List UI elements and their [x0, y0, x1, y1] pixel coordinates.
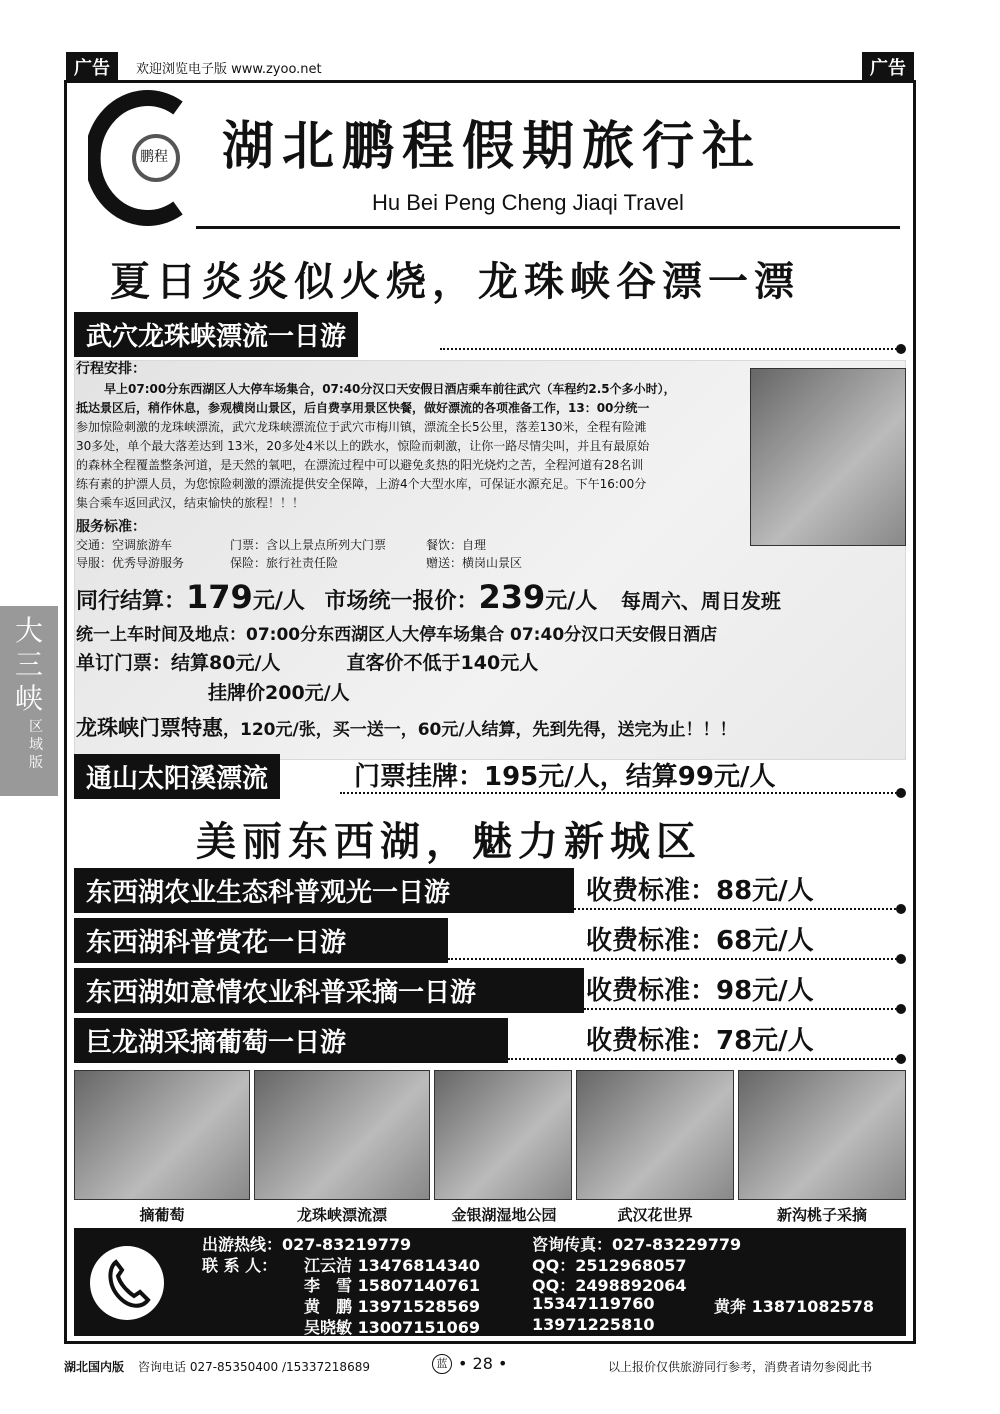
- tour-price: 收费标准：68元/人: [586, 926, 814, 956]
- city-slogan: 美丽东西湖，魅力新城区: [196, 818, 702, 865]
- ticket-line-2: 挂牌价200元/人: [208, 682, 350, 704]
- schedule-line: 练有素的护漂人员，为您惊险刺激的漂流提供安全保障，上游4个大型水库，可保证水源充足。下午16:00分: [76, 477, 647, 491]
- service-item: 餐饮：自理: [426, 538, 487, 552]
- logo-text: 鹏程: [140, 149, 168, 165]
- schedule-text: [76, 380, 748, 513]
- route2-divider-dot: [896, 788, 906, 798]
- contact-qq: QQ：2498892064: [532, 1276, 687, 1295]
- service-item: 门票：含以上景点所列大门票: [230, 538, 387, 552]
- contact-person: 黄奔 13871082578: [714, 1297, 875, 1316]
- tour-price: 收费标准：88元/人: [586, 876, 814, 906]
- price-unit: 元/人: [545, 589, 598, 614]
- route1-divider: [440, 348, 900, 350]
- footer-phone: 咨询电话 027-85350400 /15337218689: [138, 1360, 370, 1374]
- site-url[interactable]: 欢迎浏览电子版 www.zyoo.net: [136, 62, 322, 77]
- departure-schedule: 每周六、周日发班: [620, 589, 781, 613]
- contact-phone: 15347119760: [532, 1294, 655, 1313]
- service-row: [76, 536, 486, 555]
- flower-world-photo: [576, 1070, 734, 1200]
- page-number: • 28 •: [458, 1354, 508, 1373]
- price-label: 同行结算：: [76, 589, 187, 614]
- service-item: 赠送：横岗山景区: [426, 556, 523, 570]
- peach-photo: [738, 1070, 906, 1200]
- schedule-line: 早上07:00分东西湖区人大停车场集合，07:40分汉口天安假日酒店乘车前往武穴（车程约2.5个多小时），: [104, 382, 676, 396]
- rafting-photo: [750, 368, 906, 546]
- tour-divider-dot: [896, 1054, 906, 1064]
- service-row: [76, 554, 522, 573]
- route1-title: 武穴龙珠峡漂流一日游: [74, 312, 358, 357]
- price-value: 179: [186, 578, 253, 616]
- service-item: 导服：优秀导游服务: [76, 556, 185, 570]
- hotline: 出游热线：027-83219779: [202, 1235, 412, 1254]
- service-item: 交通：空调旅游车: [76, 538, 173, 552]
- tour-title: 巨龙湖采摘葡萄一日游: [74, 1018, 508, 1063]
- footer-disclaimer: 以上报价仅供旅游同行参考，消费者请勿参阅此书: [608, 1360, 873, 1374]
- schedule-line: 集合乘车返回武汉，结束愉快的旅程！！！: [76, 496, 305, 510]
- contact-person: 江云洁 13476814340: [304, 1256, 481, 1275]
- photo-caption: 金银湖湿地公园: [451, 1206, 557, 1224]
- schedule-line: 抵达景区后，稍作休息，参观横岗山景区，后自费享用景区快餐，做好漂流的各项准备工作，13：00分统一: [76, 401, 650, 415]
- route2-price: 门票挂牌：195元/人，结算99元/人: [354, 762, 776, 792]
- special-offer: [76, 712, 737, 742]
- price-line: [76, 578, 781, 616]
- contact-box: [74, 1228, 906, 1336]
- route2-title: 通山太阳溪漂流: [74, 754, 280, 799]
- company-name-cn: 湖北鹏程假期旅行社: [222, 116, 763, 177]
- price-value: 239: [478, 578, 546, 616]
- tour-divider-dot: [896, 1004, 906, 1014]
- ad-tag-right: 广告: [862, 52, 914, 82]
- tour-divider-dot: [896, 954, 906, 964]
- company-name-en: Hu Bei Peng Cheng Jiaqi Travel: [372, 190, 684, 215]
- phone-icon: [90, 1246, 164, 1320]
- summer-slogan: 夏日炎炎似火烧，龙珠峡谷漂一漂: [110, 258, 800, 305]
- service-title: 服务标准：: [76, 519, 146, 535]
- fax: 咨询传真：027-83229779: [532, 1235, 742, 1254]
- wetland-photo: [434, 1070, 572, 1200]
- special-text: ，120元/张，买一送一，60元/人结算，先到先得，送完为止！！！: [223, 720, 737, 740]
- schedule-line: 的森林全程覆盖整条河道，是天然的氧吧，在漂流过程中可以避免炙热的阳光烧灼之苦，全程河道有28名训: [76, 458, 644, 472]
- price-label: 市场统一报价：: [324, 589, 479, 614]
- special-label: 龙珠峡门票特惠: [76, 716, 223, 740]
- contact-phone: 13971225810: [532, 1315, 655, 1334]
- tour-divider: [574, 908, 900, 910]
- ticket-line-1: 单订门票：结算80元/人 直客价不低于140元人: [76, 652, 539, 674]
- service-item: 保险：旅行社责任险: [230, 556, 339, 570]
- route2-divider: [340, 792, 900, 794]
- logo: [88, 88, 198, 228]
- title-underline: [196, 226, 900, 229]
- schedule-line: 参加惊险刺激的龙珠峡漂流，武穴龙珠峡漂流位于武穴市梅川镇，漂流全长5公里，落差130米，全程有险滩: [76, 420, 647, 434]
- tour-title: 东西湖农业生态科普观光一日游: [74, 868, 574, 913]
- tour-title: 东西湖科普赏花一日游: [74, 918, 448, 963]
- photo-caption: 摘葡萄: [139, 1206, 185, 1224]
- tour-divider: [448, 958, 900, 960]
- tour-title: 东西湖如意情农业科普采摘一日游: [74, 968, 584, 1013]
- tour-divider: [584, 1008, 900, 1010]
- grape-photo: [74, 1070, 250, 1200]
- price-unit: 元/人: [252, 589, 305, 614]
- footer-edition: 湖北国内版: [64, 1360, 125, 1374]
- contact-person: 黄 鹏 13971528569: [304, 1297, 481, 1316]
- rafting-photo-2: [254, 1070, 430, 1200]
- schedule-title: 行程安排：: [76, 361, 146, 377]
- photo-caption: 武汉花世界: [617, 1206, 693, 1224]
- contacts-label: 联 系 人：: [202, 1256, 278, 1275]
- photo-caption: 新沟桃子采摘: [776, 1206, 867, 1224]
- photo-caption: 龙珠峡漂流漂: [296, 1206, 387, 1224]
- tour-divider: [508, 1058, 900, 1060]
- side-label-main: 大三峡: [14, 614, 43, 715]
- ad-tag-left: 广告: [66, 52, 118, 82]
- contact-person: 李 雪 15807140761: [304, 1276, 481, 1295]
- side-label-sub: 区域版: [29, 719, 43, 771]
- schedule-line: 30多处，单个最大落差达到 13米，20多处4米以上的跌水，惊险而刺激，让你一路尽情尖叫，并且有最原始: [76, 439, 650, 453]
- side-edition-label: [0, 606, 58, 796]
- tour-price: 收费标准：98元/人: [586, 976, 814, 1006]
- tour-price: 收费标准：78元/人: [586, 1026, 814, 1056]
- route1-divider-dot: [896, 344, 906, 354]
- contact-qq: QQ：2512968057: [532, 1256, 687, 1275]
- contact-person: 吴晓敏 13007151069: [304, 1318, 481, 1337]
- meet-line: 统一上车时间及地点：07:00分东西湖区人大停车场集合 07:40分汉口天安假日酒店: [76, 625, 718, 645]
- tour-divider-dot: [896, 904, 906, 914]
- footer-badge: 蓝: [432, 1354, 452, 1374]
